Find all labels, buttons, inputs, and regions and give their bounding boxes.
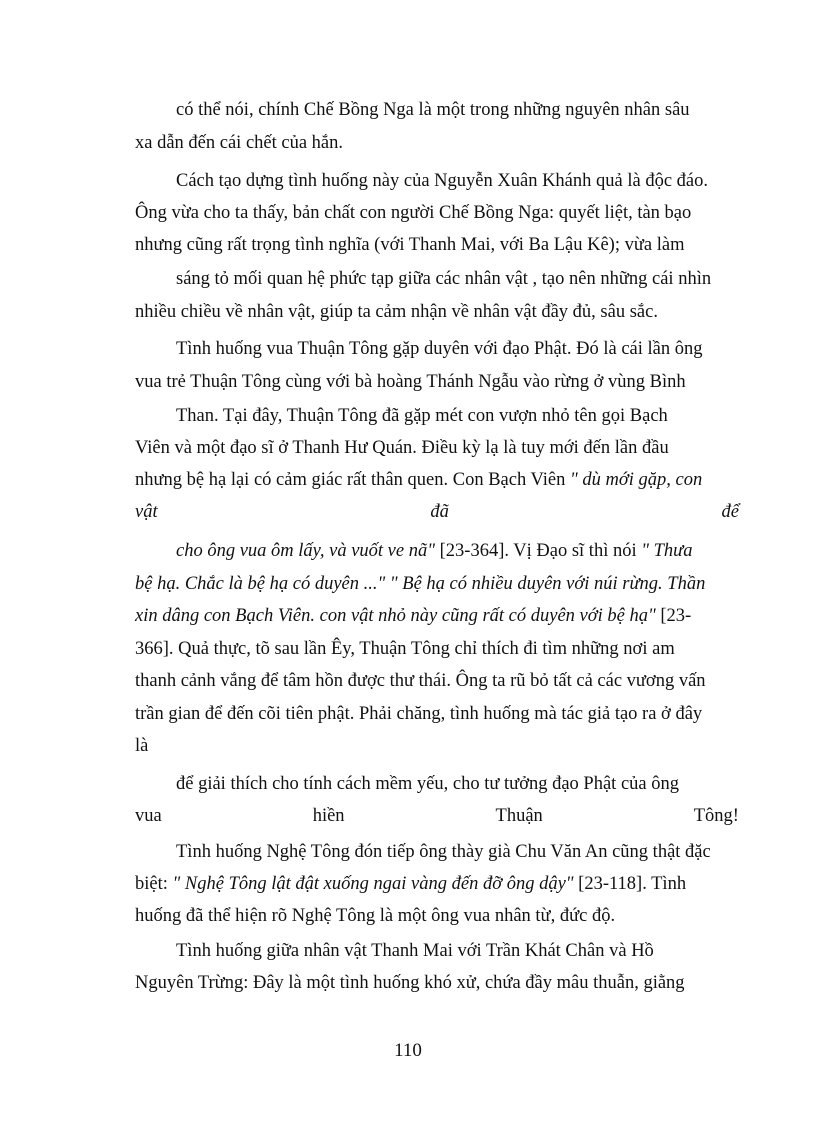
word: Thuận bbox=[495, 806, 543, 826]
text-run: nhưng bệ hạ lại có cảm giác rất thân quen. Con Bạch Viên bbox=[135, 470, 570, 490]
word: vật bbox=[135, 502, 158, 522]
text-line: Tình huống vua Thuận Tông gặp duyên với đạo Phật. Đó là cái lần ông bbox=[176, 339, 703, 359]
text-line: 366]. Quả thực, tõ sau lần Êy, Thuận Tông chỉ thích đi tìm những nơi am bbox=[135, 639, 675, 659]
text-line: Nguyên Trừng: Đây là một tình huống khó xử, chứa đầy mâu thuẫn, giằng bbox=[135, 973, 685, 993]
word: Tông! bbox=[693, 806, 739, 826]
text-line: Viên và một đạo sĩ ở Thanh Hư Quán. Điều kỳ lạ là tuy mới đến lần đầu bbox=[135, 438, 669, 458]
word: hiền bbox=[312, 806, 345, 826]
text-line: sáng tỏ mối quan hệ phức tạp giữa các nhân vật , tạo nên những cái nhìn bbox=[176, 269, 712, 289]
text-line: nhiều chiều về nhân vật, giúp ta cảm nhận về nhân vật đầy đủ, sâu sắc. bbox=[135, 302, 658, 322]
quote-text: " Nghệ Tông lật đật xuống ngai vàng đến đỡ ông dậy" bbox=[172, 874, 574, 894]
text-line: thanh cảnh vắng để tâm hồn được thư thái. Ông ta rũ bỏ tất cả các vương vấn bbox=[135, 671, 706, 691]
text-line: trần gian để đến cõi tiên phật. Phải chăng, tình huống mà tác giả tạo ra ở đây bbox=[135, 704, 703, 724]
text-line: huống đã thể hiện rõ Nghệ Tông là một ông vua nhân từ, đức độ. bbox=[135, 906, 616, 926]
word: đã bbox=[430, 502, 449, 522]
quote-text: xin dâng con Bạch Viên. con vật nhỏ này cũng rất có duyên với bệ hạ" bbox=[135, 606, 656, 626]
text-line bbox=[135, 467, 739, 493]
text-line: Tình huống giữa nhân vật Thanh Mai với Trần Khát Chân và Hồ bbox=[176, 941, 654, 961]
text-run: [23-118]. Tình bbox=[573, 874, 687, 894]
quote-text: " Thưa bbox=[641, 541, 693, 561]
text-line bbox=[135, 871, 739, 897]
text-line: bệ hạ. Chắc là bệ hạ có duyên ..." " Bệ hạ có nhiều duyên với núi rừng. Thần bbox=[135, 574, 706, 594]
text-run: [23- bbox=[655, 606, 692, 626]
text-line: là bbox=[135, 736, 149, 756]
text-run: [23-364]. Vị Đạo sĩ thì nói bbox=[435, 541, 642, 561]
text-line bbox=[135, 603, 739, 629]
text-line: Ông vừa cho ta thấy, bản chất con người Chế Bồng Nga: quyết liệt, tàn bạo bbox=[135, 203, 692, 223]
quote-text: cho ông vua ôm lấy, và vuốt ve nã" bbox=[176, 541, 435, 561]
text-line: nhưng cũng rất trọng tình nghĩa (với Thanh Mai, với Ba Lậu Kê); vừa làm bbox=[135, 235, 685, 255]
text-line: xa dẫn đến cái chết của hắn. bbox=[135, 133, 344, 153]
page-number: 110 bbox=[394, 1040, 422, 1061]
word: vua bbox=[135, 806, 162, 826]
text-line bbox=[135, 499, 739, 525]
text-line: có thể nói, chính Chế Bồng Nga là một trong những nguyên nhân sâu bbox=[176, 100, 690, 120]
text-line: để giải thích cho tính cách mềm yếu, cho tư tưởng đạo Phật của ông bbox=[176, 774, 679, 794]
quote-text: " dù mới gặp, con bbox=[569, 470, 703, 490]
text-line bbox=[176, 538, 739, 564]
text-line: vua trẻ Thuận Tông cùng với bà hoàng Thánh Ngẫu vào rừng ở vùng Bình bbox=[135, 372, 686, 392]
word: để bbox=[721, 502, 739, 522]
text-run: biệt: bbox=[135, 874, 173, 894]
text-line bbox=[135, 803, 739, 829]
text-line: Tình huống Nghệ Tông đón tiếp ông thày già Chu Văn An cũng thật đặc bbox=[176, 842, 711, 862]
text-line: Cách tạo dựng tình huống này của Nguyễn Xuân Khánh quả là độc đáo. bbox=[176, 171, 709, 191]
text-line: Than. Tại đây, Thuận Tông đã gặp mét con vượn nhỏ tên gọi Bạch bbox=[176, 406, 668, 426]
